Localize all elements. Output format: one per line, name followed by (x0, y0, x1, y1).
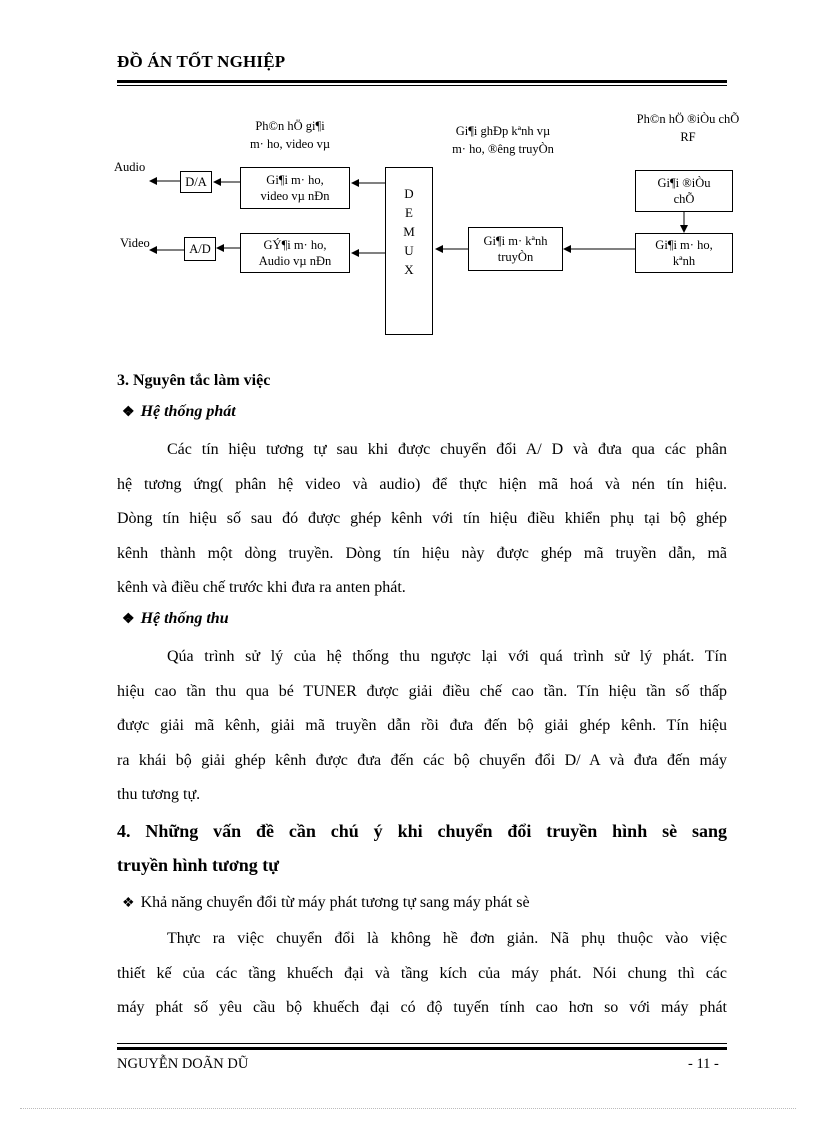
page-edge-divider (20, 1108, 796, 1109)
transmission-decode-box (468, 227, 563, 271)
da-converter-box: D/A (180, 171, 212, 193)
header-rule-thick (117, 80, 727, 83)
video-decode-box (240, 167, 350, 209)
demux-letter: E (405, 205, 413, 220)
text-line: kênh và điều chế trước khi đưa ra anten phát. (117, 579, 406, 596)
page-header-title: ĐỒ ÁN TỐT NGHIỆP (117, 52, 286, 71)
diamond-bullet-icon: ❖ (122, 405, 135, 420)
label-line: RF (680, 130, 696, 144)
text-line: hiệu cao tần thu qua bé TUNER được giải điều chế cao tần. Tín hiệu tần số thấp (117, 682, 727, 700)
demux-letter: X (404, 262, 414, 277)
text-line: được giải mã kênh, giải mã truyền dẫn rồi đưa đến bộ giải ghép kênh. Tín hiệu (117, 717, 727, 734)
label-line: m· ho, video vµ (249, 137, 331, 151)
box-line: Gi¶i m· ho, (266, 173, 324, 187)
subsection-receive-heading (122, 610, 229, 628)
ad-converter-box: A/D (184, 237, 216, 261)
text-line: máy phát số yêu cầu bộ khuếch đại có độ tuyến tính cao hơn so với máy phát (117, 999, 727, 1016)
text-line: hệ tương ứng( phân hệ video và audio) để thực hiện mã hoá và nén tín hiệu. (117, 475, 727, 493)
demodulator-box (635, 170, 733, 212)
box-line: GÝ¶i m· ho, (263, 238, 327, 252)
paragraph-receive (117, 640, 727, 813)
text-line: Các tín hiệu tương tự sau khi được chuyển đổi A/ D và đưa qua các phân (167, 441, 727, 458)
footer-author: NGUYỄN DOÃN DŨ (117, 1056, 249, 1072)
label-demux-subsystem (418, 122, 588, 158)
text-line: thu tương tự. (117, 786, 201, 803)
box-line: Gi¶i ®iÒu (657, 176, 711, 190)
label-rf-subsystem (608, 110, 768, 146)
text-line: kênh thành một dòng truyền. Dòng tín hiệu này được ghép mã truyền dẫn, mã (117, 544, 727, 562)
box-line: chÕ (673, 192, 695, 206)
diamond-bullet-icon: ❖ (122, 896, 135, 911)
demux-letter: D (404, 186, 414, 201)
paragraph-transmit (117, 433, 727, 606)
text-line: ra khái bộ giải ghép kênh được đưa đến các bộ chuyển đổi D/ A và đưa đến máy (117, 751, 727, 769)
header-rule-thin (117, 85, 727, 86)
audio-decode-box (240, 233, 350, 273)
footer-page-number: - 11 - (688, 1056, 719, 1072)
label-video-audio-subsystem (220, 117, 360, 153)
block-diagram (100, 105, 780, 345)
label-line: Ph©n hÖ ®iÒu chÕ (636, 112, 740, 126)
demux-block (385, 167, 433, 335)
label-line: m· ho, ®êng truyÒn (452, 142, 554, 156)
text-line: Dòng tín hiệu số sau đó được ghép kênh với tín hiệu điều khiển phụ tại bộ ghép (117, 510, 727, 527)
footer-rule-thick (117, 1047, 727, 1050)
subsection-transmit-label: Hệ thống phát (140, 403, 236, 420)
box-line: video vµ nÐn (260, 189, 330, 203)
video-output-label: Video (120, 236, 150, 250)
box-line: Audio vµ nÐn (258, 254, 332, 268)
footer-rule-thin (117, 1043, 727, 1044)
text-line: thiết kế của các tầng khuếch đại và tầng kích của máy phát. Nói chung thì các (117, 964, 727, 982)
subsection-conversion-heading (122, 894, 530, 912)
demux-letter: U (404, 243, 414, 258)
text-line: Thực ra việc chuyển đổi là không hề đơn giản. Nã phụ thuộc vào việc (167, 930, 727, 947)
heading-line: truyền hình tương tự (117, 855, 280, 875)
subsection-transmit-heading (122, 403, 236, 421)
text-line: Qúa trình sử lý của hệ thống thu ngược lại với quá trình sử lý phát. Tín (167, 648, 727, 665)
section-3-heading: 3. Nguyên tắc làm việc (117, 372, 271, 389)
box-line: Gi¶i m· kªnh (483, 234, 548, 248)
audio-output-label: Audio (114, 160, 146, 174)
subsection-conversion-label: Khả năng chuyển đổi từ máy phát tương tự sang máy phát sè (140, 894, 530, 911)
demux-letter: M (403, 224, 415, 239)
subsection-receive-label: Hệ thống thu (140, 610, 229, 627)
section-4-heading (117, 814, 727, 882)
channel-decode-box (635, 233, 733, 273)
paragraph-conversion (117, 922, 727, 1026)
box-line: kªnh (672, 254, 696, 268)
label-line: Ph©n hÖ gi¶i (255, 119, 325, 133)
label-line: Gi¶i ghÐp kªnh vµ (455, 124, 551, 138)
box-line: Gi¶i m· ho, (655, 238, 713, 252)
heading-line: 4. Những vấn đề cần chú ý khi chuyển đổi truyền hình sè sang (117, 821, 727, 841)
diamond-bullet-icon: ❖ (122, 612, 135, 627)
box-line: truyÒn (497, 250, 534, 264)
